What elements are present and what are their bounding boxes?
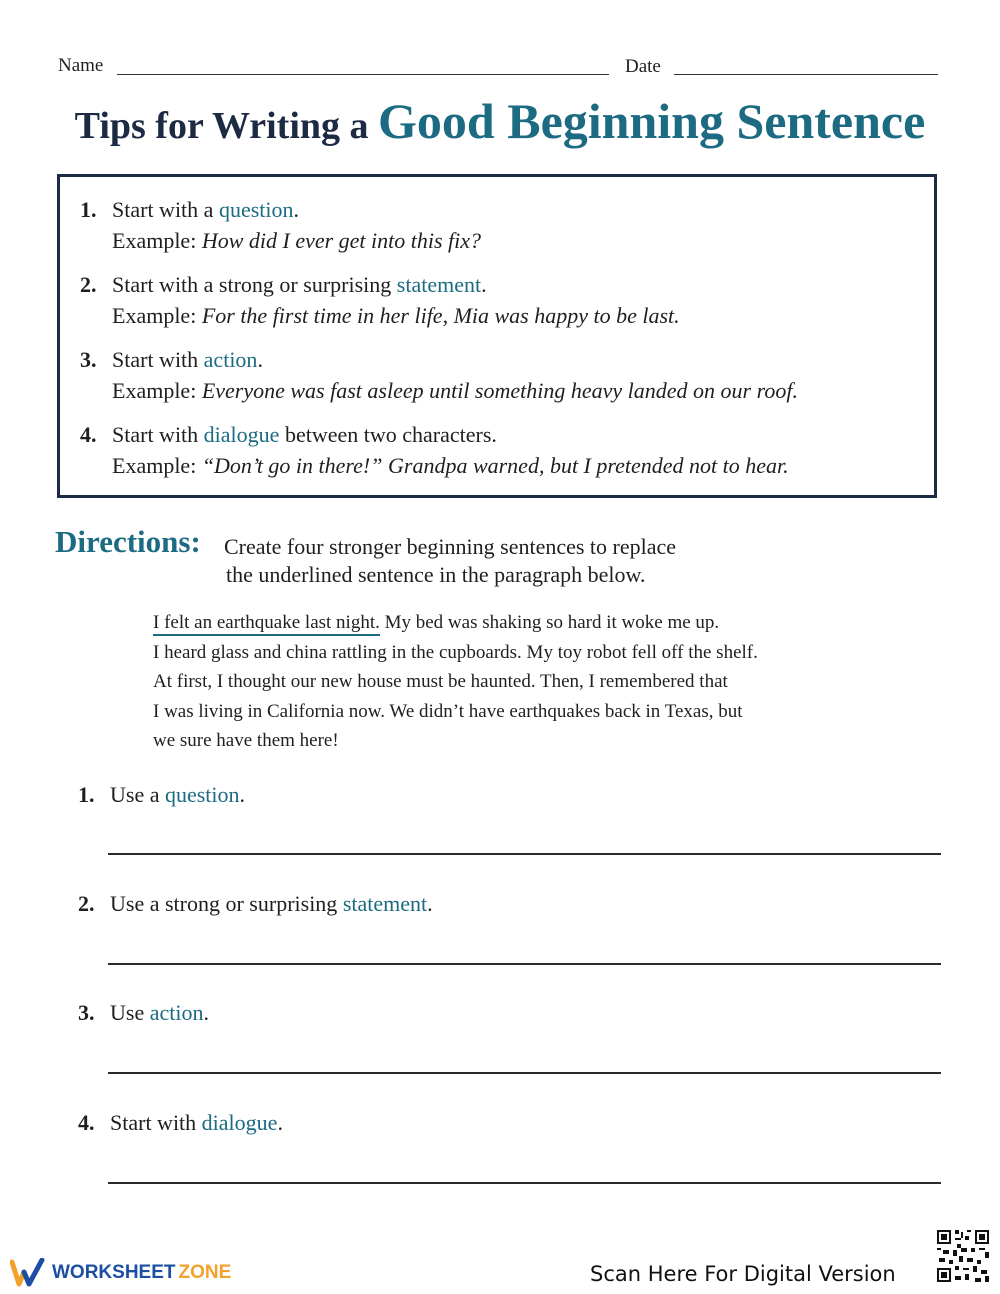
directions-text — [224, 533, 824, 589]
exercise-keyword: dialogue — [201, 1110, 278, 1135]
tip-text-end: between two characters. — [279, 422, 497, 447]
tip-text-end: . — [293, 197, 299, 222]
exercise-text: Use a strong or surprising — [110, 891, 343, 916]
exercise-text-end: . — [203, 1000, 209, 1025]
story-paragraph — [153, 608, 843, 756]
tip-text: Start with a — [112, 197, 219, 222]
tip-item-4 — [80, 419, 789, 481]
tip-item-2 — [80, 269, 680, 331]
tip-keyword: action — [203, 347, 258, 372]
exercise-number: 2. — [78, 891, 95, 916]
w-logo-icon — [10, 1258, 46, 1288]
example-label: Example: — [112, 378, 202, 403]
paragraph-line-3: At first, I thought our new house must be haunted. Then, I remembered that — [153, 671, 728, 692]
name-label: Name — [58, 55, 104, 76]
tip-number: 3. — [80, 347, 97, 372]
example-text: Everyone was fast asleep until something heavy landed on our roof. — [201, 378, 798, 403]
exercise-text-end: . — [427, 891, 433, 916]
date-field[interactable] — [674, 74, 938, 75]
exercise-text-end: . — [239, 782, 246, 807]
paragraph-line-2: I heard glass and china rattling in the cupboards. My toy robot fell off the shelf. — [153, 641, 758, 663]
tip-keyword: question — [218, 197, 294, 222]
scan-text: Scan Here For Digital Version — [590, 1262, 896, 1286]
logo-word-1: WORKSHEET — [52, 1262, 176, 1283]
exercise-keyword: action — [149, 1000, 204, 1025]
tip-text: Start with — [112, 422, 204, 447]
tip-text: Start with — [112, 347, 204, 372]
exercise-number: 3. — [78, 1000, 95, 1025]
example-label: Example: — [112, 453, 202, 478]
answer-line-4[interactable] — [108, 1182, 941, 1184]
exercise-text: Use — [110, 1000, 150, 1025]
tip-keyword: statement — [396, 272, 482, 297]
answer-line-1[interactable] — [108, 853, 941, 855]
example-label: Example: — [112, 228, 202, 253]
tip-text-end: . — [257, 347, 263, 372]
directions-heading: Directions: — [55, 524, 201, 559]
directions-line-1: Create four stronger beginning sentences to replace — [224, 534, 677, 559]
page-title — [0, 92, 1000, 150]
exercise-keyword: question — [164, 782, 240, 807]
paragraph-line-5: we sure have them here! — [153, 730, 339, 751]
example-label: Example: — [112, 303, 202, 328]
answer-line-2[interactable] — [108, 963, 941, 965]
tip-item-3 — [80, 344, 798, 406]
example-text: How did I ever get into this fix? — [201, 228, 482, 253]
exercise-text: Start with — [110, 1110, 202, 1135]
tip-item-1 — [80, 194, 481, 256]
qr-code-icon[interactable] — [935, 1228, 991, 1284]
title-highlight: Good Beginning Sentence — [378, 93, 926, 149]
exercise-item-3 — [78, 1000, 209, 1026]
exercise-number: 4. — [78, 1110, 95, 1135]
exercise-text: Use a — [110, 782, 165, 807]
title-prefix: Tips for Writing a — [74, 105, 379, 147]
logo-word-2: ZONE — [178, 1262, 232, 1283]
example-text: For the first time in her life, Mia was happy to be last. — [201, 303, 680, 328]
exercise-item-1 — [78, 782, 245, 808]
directions-line-2: the underlined sentence in the paragraph below. — [226, 562, 646, 587]
worksheet-zone-logo[interactable] — [10, 1258, 231, 1288]
exercise-text-end: . — [277, 1110, 283, 1135]
example-text: “Don’t go in there!” Grandpa warned, but I pretended not to hear. — [201, 453, 789, 478]
tip-keyword: dialogue — [203, 422, 280, 447]
exercise-item-4 — [78, 1110, 283, 1136]
tip-text: Start with a strong or surprising — [112, 272, 397, 297]
answer-line-3[interactable] — [108, 1072, 941, 1074]
tip-number: 2. — [80, 272, 97, 297]
exercise-number: 1. — [78, 782, 95, 807]
exercise-item-2 — [78, 891, 433, 917]
paragraph-line-1: My bed was shaking so hard it woke me up. — [379, 612, 720, 633]
date-label: Date — [625, 56, 661, 77]
underlined-sentence: I felt an earthquake last night. — [153, 612, 380, 636]
name-field[interactable] — [117, 74, 609, 75]
tips-box — [57, 174, 937, 498]
paragraph-line-4: I was living in California now. We didn’t have earthquakes back in Texas, but — [153, 700, 743, 722]
tip-text-end: . — [481, 272, 487, 297]
tip-number: 1. — [80, 197, 97, 222]
tip-number: 4. — [80, 422, 97, 447]
exercise-keyword: statement — [342, 891, 428, 916]
